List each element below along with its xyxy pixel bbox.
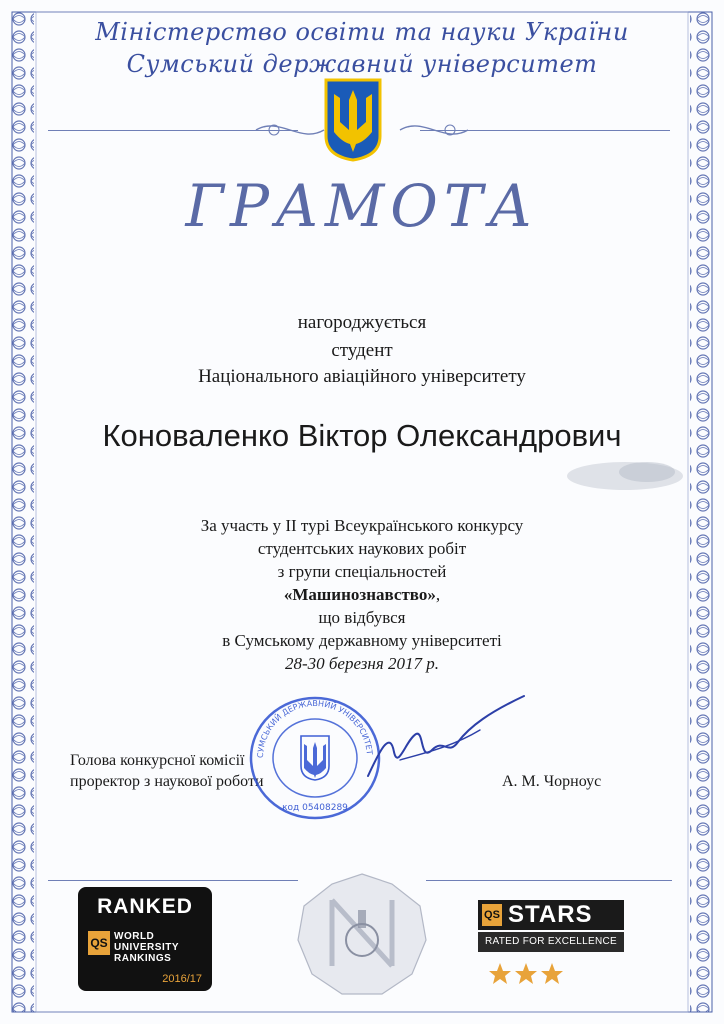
right-footer-rule (426, 880, 672, 881)
ranked-year: 2016/17 (162, 973, 202, 985)
specialty-name: «Машинознавство» (283, 585, 436, 604)
award-line-student: студент (331, 340, 393, 361)
event-date: 28-30 березня 2017 р. (284, 654, 440, 673)
stars-word: STARS (508, 901, 593, 928)
coat-of-arms-trident-icon (324, 78, 382, 162)
paper-smudge (555, 452, 685, 502)
qs-logo-icon: QS (88, 931, 110, 955)
qs-ranked-badge (78, 887, 212, 991)
qs-stars-badge (478, 900, 624, 952)
ranked-title: RANKED (97, 895, 193, 918)
stamp-code-text: код 05408289 (282, 803, 348, 813)
ranked-line-university: UNIVERSITY (114, 942, 180, 953)
certificate-title: ГРАМОТА (185, 172, 539, 240)
signatory-name: А. М. Чорноус (502, 773, 602, 790)
handwritten-signature (360, 690, 530, 790)
specialty-suffix: , (435, 585, 441, 604)
stamp-ring-text: СУМСЬКИЙ ДЕРЖАВНИЙ УНІВЕРСИТЕТ (255, 698, 374, 759)
award-line-awarded: нагороджується (297, 312, 427, 333)
body-line-participation: За участь у II турі Всеукраїнського конкурсу (200, 516, 524, 535)
left-footer-rule (48, 880, 298, 881)
university-emblem-watermark (292, 870, 432, 1000)
award-line-university: Національного авіаційного університету (198, 366, 526, 387)
body-line-held: що відбувся (318, 608, 406, 627)
signatory-role-line1: Голова конкурсної комісії (70, 752, 245, 769)
body-line-group: з групи спеціальностей (277, 562, 447, 581)
body-line-works: студентських наукових робіт (257, 539, 467, 558)
qs-star-rating-icons (488, 962, 564, 986)
body-line-specialty (0, 585, 724, 605)
ranked-line-world: WORLD (114, 931, 155, 942)
ranked-line-rankings: RANKINGS (114, 953, 172, 964)
university-heading: Сумський державний університет (126, 50, 598, 78)
recipient-name: Коноваленко Віктор Олександрович (102, 418, 622, 453)
ministry-heading: Міністерство освіти та науки України (95, 18, 629, 46)
stars-header (478, 900, 624, 930)
signatory-role-line2: проректор з наукової роботи (70, 773, 264, 790)
body-line-venue: в Сумському державному університеті (222, 631, 502, 650)
stars-qs-logo-icon: QS (482, 904, 502, 926)
stars-subtitle: RATED FOR EXCELLENCE (478, 932, 624, 952)
